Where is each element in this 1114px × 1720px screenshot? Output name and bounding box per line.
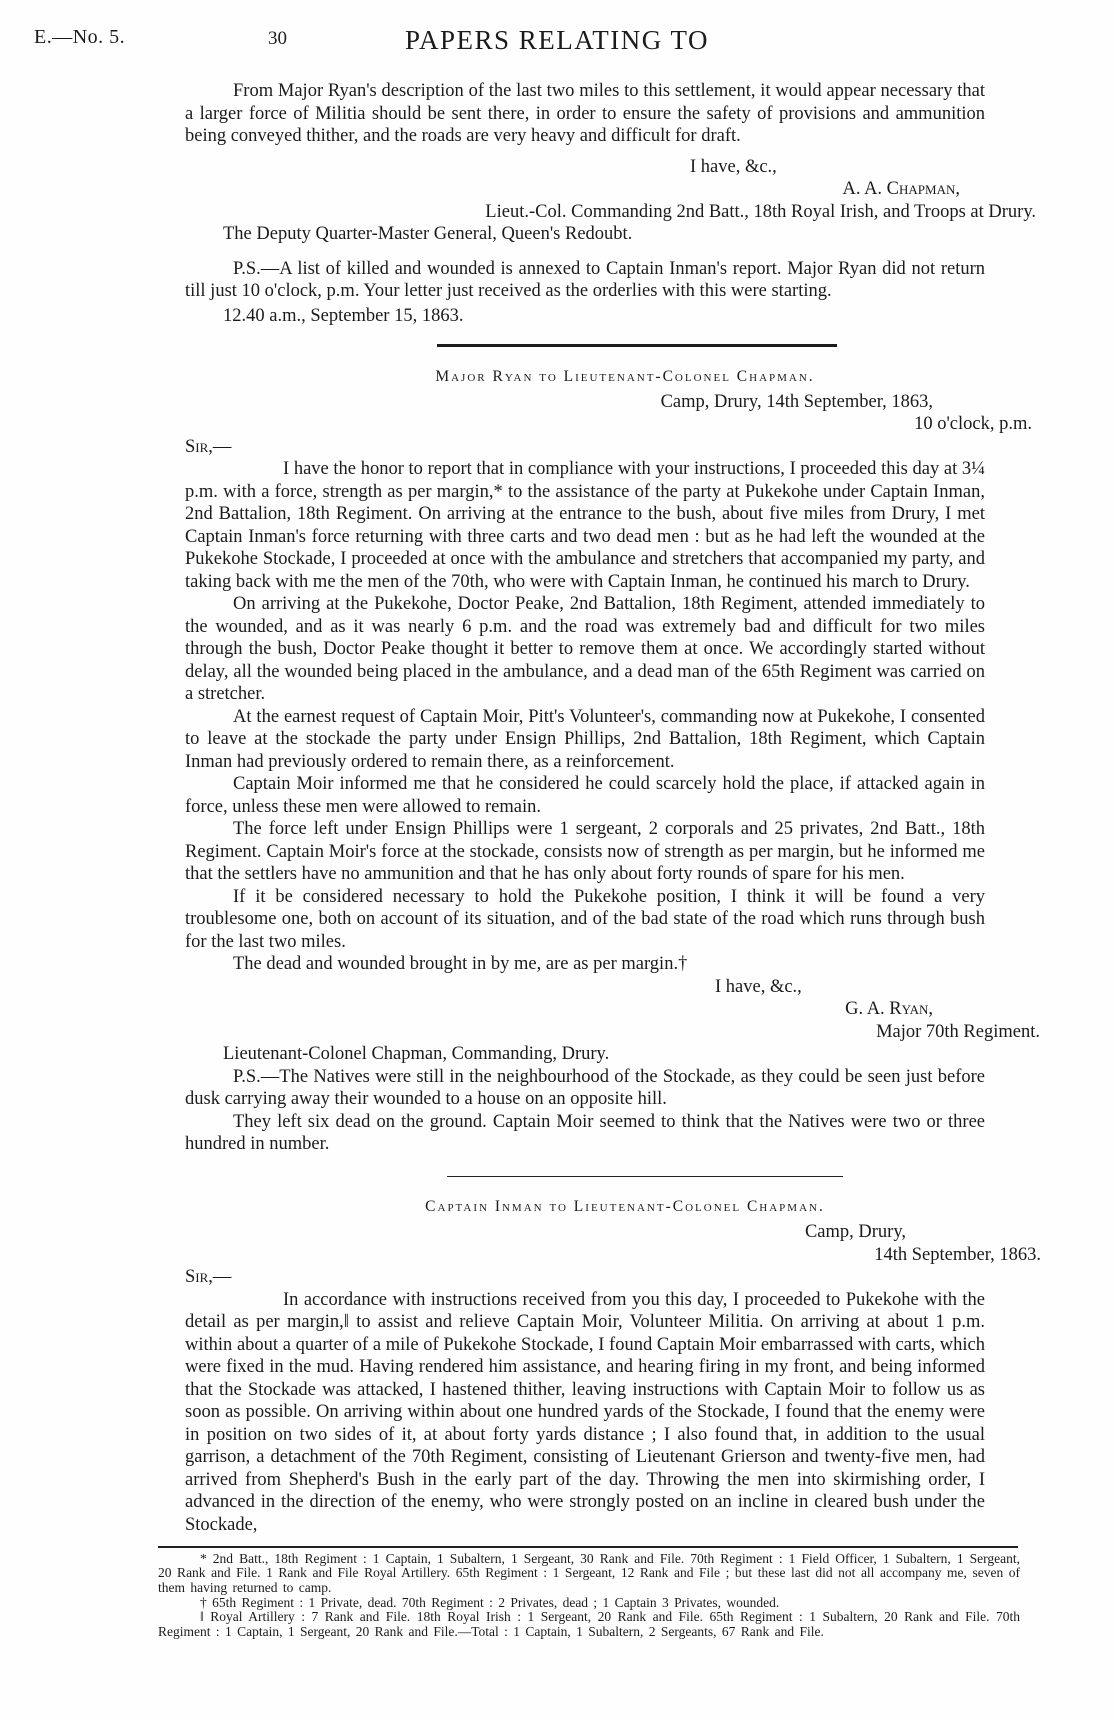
footnote-dead-wounded: † 65th Regiment : 1 Private, dead. 70th Regiment : 2 Privates, dead ; 1 Captain 3 Privates, wounded. <box>200 1594 780 1610</box>
ryan-letter-heading: Major Ryan to Lieutenant-Colonel Chapman. <box>435 367 815 385</box>
ryan-postscript: P.S.—The Natives were still in the neighbourhood of the Stockade, as they could be seen just before dusk carrying away their wounded to a house on an opposite hill. <box>185 1066 985 1109</box>
footnote-rule <box>158 1546 1018 1548</box>
chapman-postscript: P.S.—A list of killed and wounded is annexed to Captain Inman's report. Major Ryan did not return till just 10 o'clock, p.m. Your letter just received as the orderlies with this were starting. <box>185 258 985 301</box>
ryan-dateline: Camp, Drury, 14th September, 1863, <box>660 391 933 412</box>
footnote-detail-margin: ‖ Royal Artillery : 7 Rank and File. 18th Royal Irish : 1 Sergeant, 20 Rank and File. 65th Regiment : 1 Subaltern, 20 Rank and File. 70th Regiment : 1 Captain, 1 Sergeant, 20 Rank and File.—Total : 1 Captain, 1 Subaltern, 2 Sergeants, 67 Rank and File. <box>158 1609 1020 1639</box>
chapman-valediction: I have, &c., <box>690 156 777 177</box>
ryan-valediction: I have, &c., <box>715 976 802 997</box>
ryan-salutation: Sir,— <box>185 436 232 457</box>
ryan-paragraph: Captain Moir informed me that he considered he could scarcely hold the place, if attacked again in force, unless these men were allowed to remain. <box>185 774 985 817</box>
chapman-addressee: The Deputy Quarter-Master General, Queen's Redoubt. <box>223 224 633 244</box>
footnotes-block <box>158 1552 1020 1640</box>
chapman-signature: A. A. Chapman, <box>842 179 960 199</box>
ryan-signature-title: Major 70th Regiment. <box>876 1021 1040 1042</box>
page-number: 30 <box>268 28 287 49</box>
ryan-paragraph: If it be considered necessary to hold the Pukekohe position, I think it will be found a very troublesome one, both on account of its situation, and of the bad state of the road which runs through bush for the last two miles. <box>185 886 985 952</box>
inman-salutation: Sir,— <box>185 1267 232 1288</box>
chapman-signature-title: Lieut.-Col. Commanding 2nd Batt., 18th Royal Irish, and Troops at Drury. <box>485 201 1036 222</box>
ryan-postscript: They left six dead on the ground. Captain Moir seemed to think that the Natives were two or three hundred in number. <box>185 1111 985 1154</box>
inman-dateline-place: Camp, Drury, <box>804 1222 906 1243</box>
ryan-signature: G. A. Ryan, <box>845 999 933 1019</box>
text-column <box>158 80 1041 1639</box>
running-title: PAPERS RELATING TO <box>404 25 710 55</box>
inman-dateline-date: 14th September, 1863. <box>874 1244 1041 1265</box>
inman-letter-heading: Captain Inman to Lieutenant-Colonel Chapman. <box>425 1198 825 1216</box>
section-divider-rule <box>447 1176 843 1178</box>
ryan-addressee: Lieutenant-Colonel Chapman, Commanding, Drury. <box>223 1044 610 1064</box>
chapman-letter-body: From Major Ryan's description of the last two miles to this settlement, it would appear necessary that a larger force of Militia should be sent there, in order to ensure the safety of provisions and ammunition being conveyed thither, and the roads are very heavy and difficult for draft. <box>185 81 985 146</box>
section-divider-rule <box>437 344 837 347</box>
ryan-paragraph: I have the honor to report that in compliance with your instructions, I proceeded this day at 3¼ p.m. with a force, strength as per margin,* to the assistance of the party at Pukekohe under Captain Inman, 2nd Battalion, 18th Regiment. On arriving at the entrance to the bush, about five miles from Drury, I met Captain Inman's force returning with three carts and two dead men : but as he had left the wounded at the Pukekohe Stockade, I proceeded at once with the ambulance and stretchers that accompanied my party, and taking back with me the men of the 70th, who were with Captain Inman, he continued his march to Drury. <box>185 459 985 592</box>
ryan-paragraph: The dead and wounded brought in by me, are as per margin.† <box>233 954 688 974</box>
ryan-paragraph: On arriving at the Pukekohe, Doctor Peake, 2nd Battalion, 18th Regiment, attended immediately to the wounded, and as it was nearly 6 p.m. and the road was extremely bad and difficult for two miles through the bush, Doctor Peake thought it better to remove them at once. We accordingly started without delay, all the wounded being placed in the ambulance, and a dead man of the 65th Regiment was carried on a stretcher. <box>185 594 985 704</box>
footnote-strength-margin: * 2nd Batt., 18th Regiment : 1 Captain, 1 Subaltern, 1 Sergeant, 30 Rank and File. 70th Regiment : 1 Field Officer, 1 Subaltern, 1 Sergeant, 20 Rank and File. 1 Rank and File Royal Artillery. 65th Regiment : 1 Sergeant, 12 Rank and File ; but these last did not all accompany me, seven of them having returned to camp. <box>158 1550 1020 1595</box>
inman-letter-body: In accordance with instructions received from you this day, I proceeded to Pukekohe with the detail as per margin,‖ to assist and relieve Captain Moir, Volunteer Militia. On arriving at about 1 p.m. within about a quarter of a mile of Pukekohe Stockade, I found Captain Moir embarrassed with carts, which were fixed in the mud. Having rendered him assistance, and hearing firing in my front, and being informed that the Stockade was attacked, I hastened thither, leaving instructions with Captain Moir to follow us as soon as possible. On arriving within about one hundred yards of the Stockade, I found that the enemy were in position on two sides of it, at about forty yards distance ; I also found that, in addition to the usual garrison, a detachment of the 70th Regiment, consisting of Lieutenant Grierson and twenty-five men, had arrived from Shepherd's Bush in the early part of the day. Throwing the men into skirmishing order, I advanced in the direction of the enemy, who were strongly posted on an incline in cleared bush under the Stockade, <box>185 1289 985 1535</box>
ryan-paragraph: The force left under Ensign Phillips were 1 sergeant, 2 corporals and 25 privates, 2nd Batt., 18th Regiment. Captain Moir's force at the stockade, consists now of strength as per margin, but he informed me that the settlers have no ammunition and that he has only about forty rounds of spare for his men. <box>185 819 985 884</box>
chapman-postscript-dateline: 12.40 a.m., September 15, 1863. <box>223 305 464 326</box>
edition-label: E.—No. 5. <box>34 26 126 48</box>
ryan-paragraph: At the earnest request of Captain Moir, Pitt's Volunteer's, commanding now at Pukekohe, I consented to leave at the stockade the party under Ensign Phillips, 2nd Battalion, 18th Regiment, which Captain Inman had previously ordered to remain there, as a reinforcement. <box>185 706 985 772</box>
ryan-dateline-time: 10 o'clock, p.m. <box>914 414 1032 434</box>
